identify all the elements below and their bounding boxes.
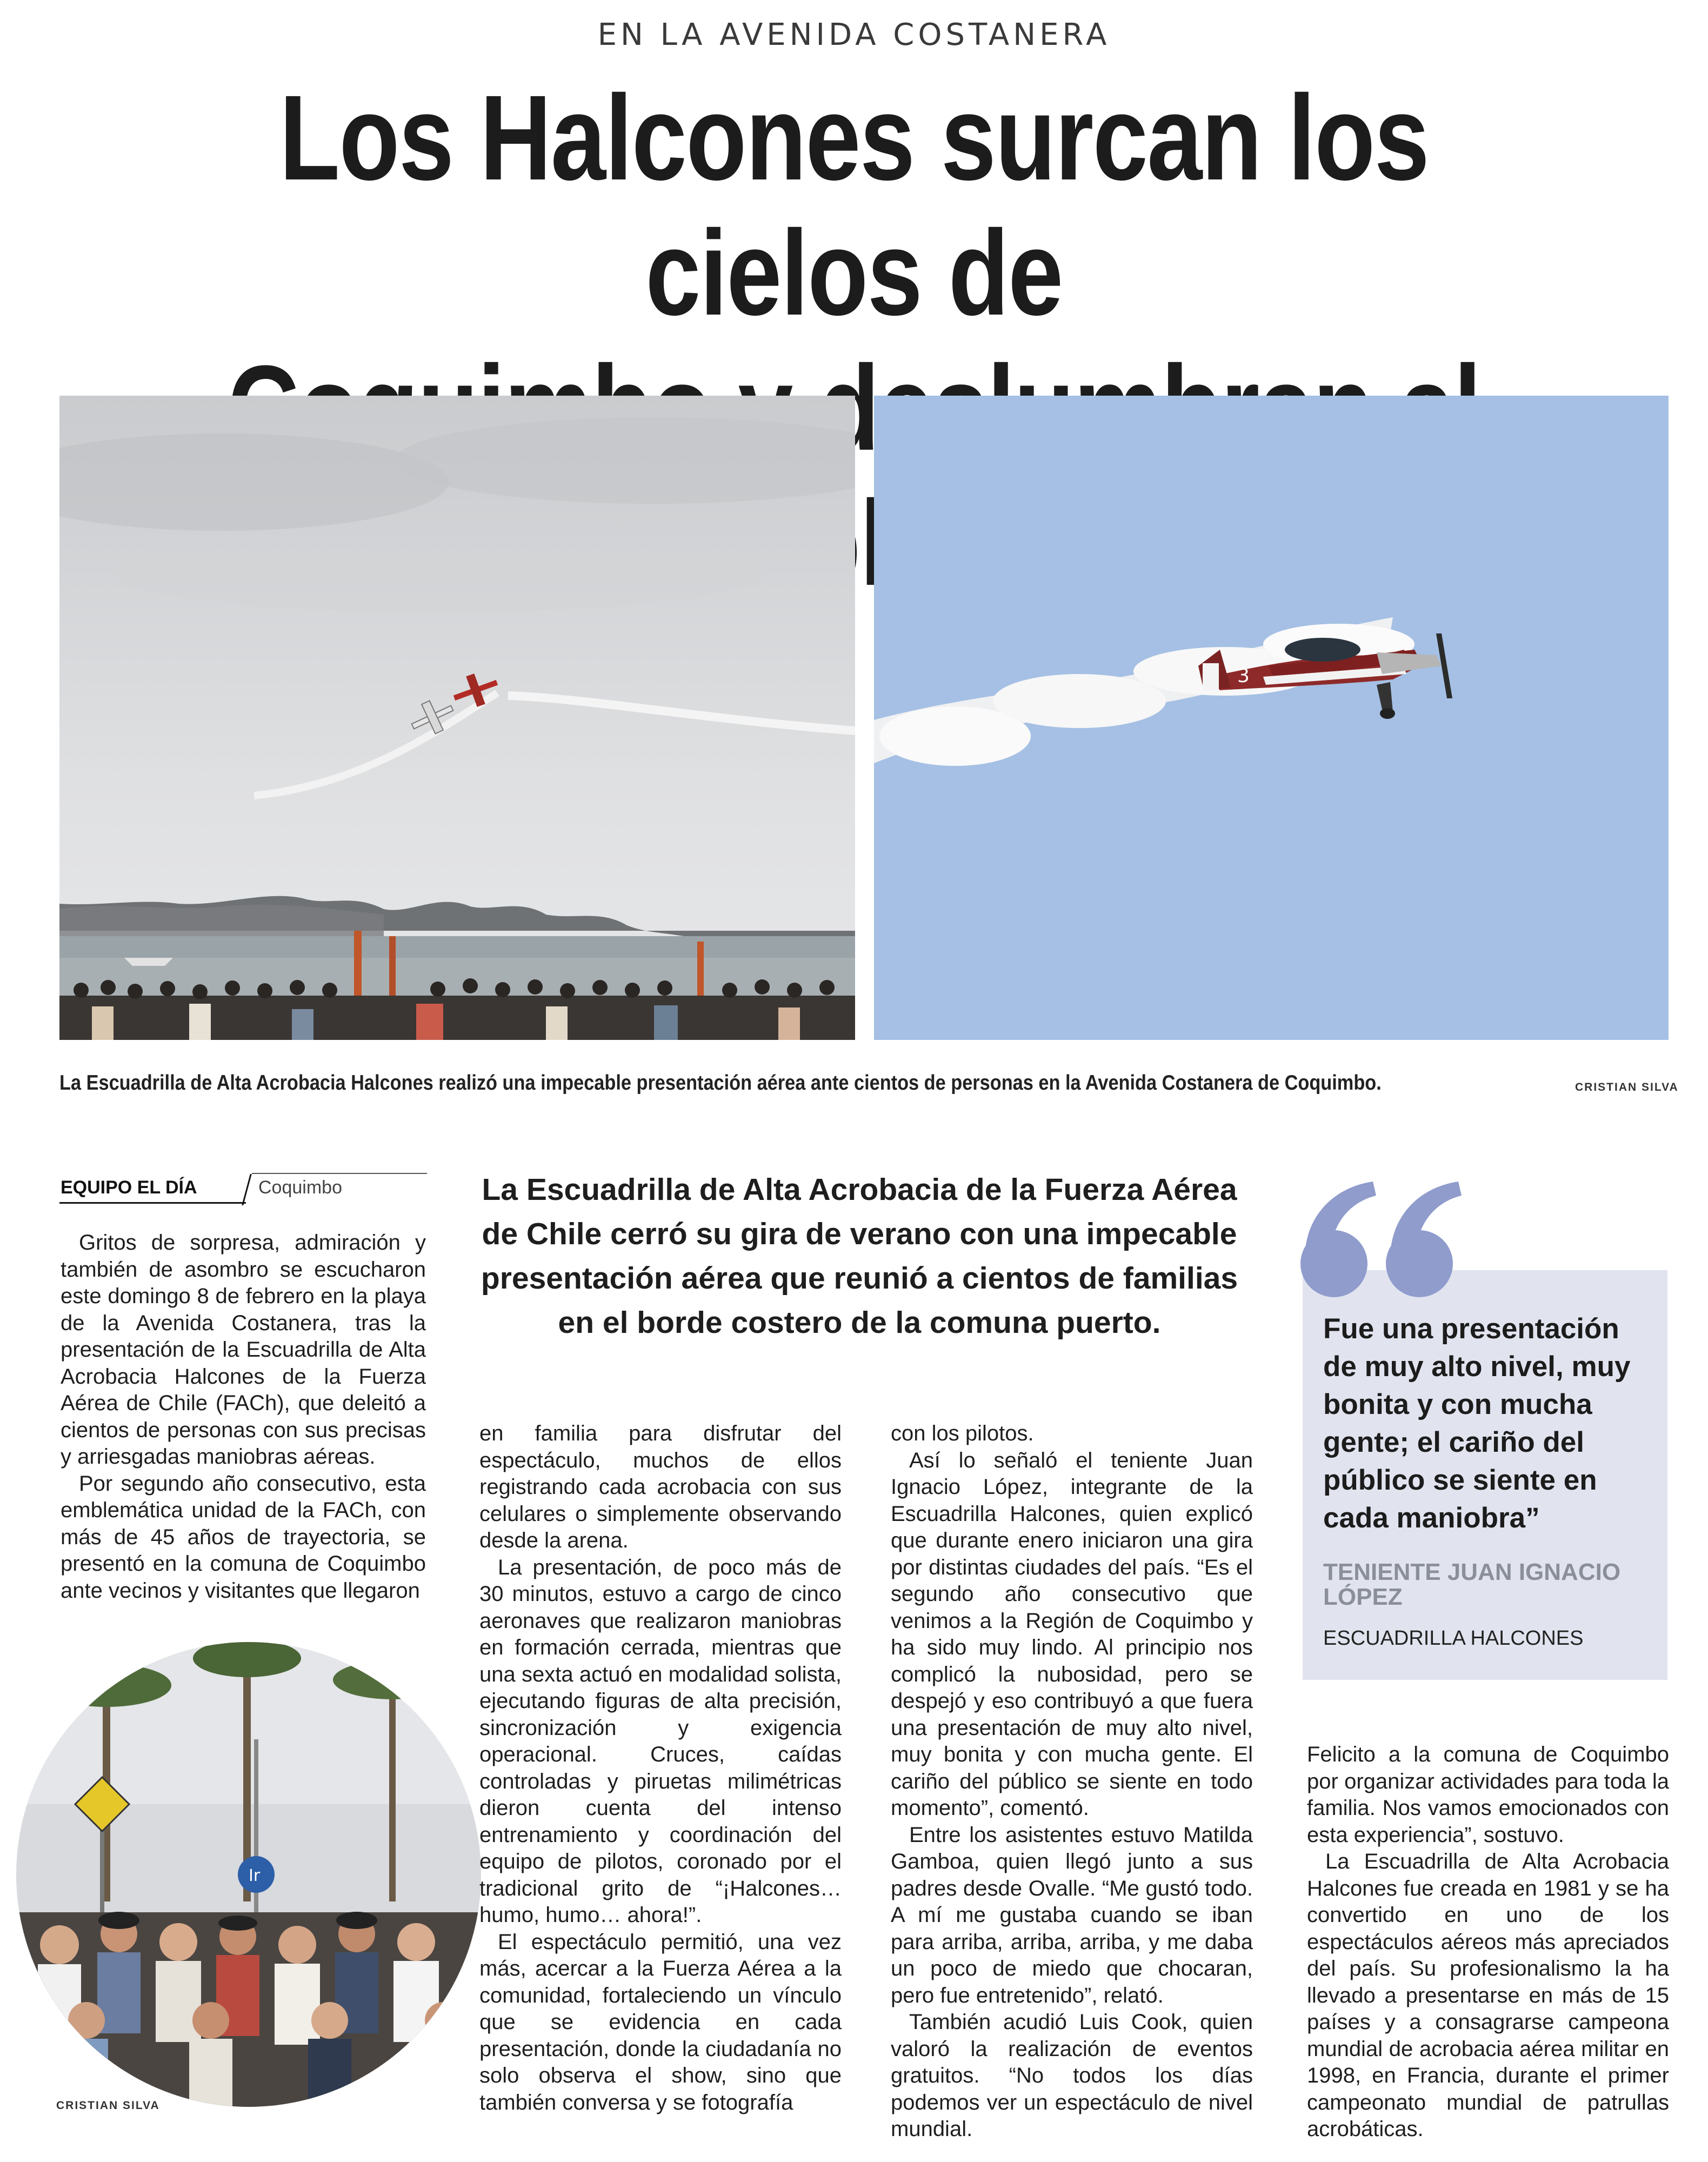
paragraph: Así lo señaló el teniente Juan Ignacio López, integrante de la Escuadrilla Halcones, quien explicó que durante enero iniciaron una gira por distintas ciudades del país. “Es el segundo año consecutivo que venimos a la Región de Coquimbo y ha sido muy lindo. Al principio nos complicó la nubosidad, pero se despejó y eso contribuyó a que fuera una presentación de muy alto nivel, muy bonita y con mucha gente. El cariño del público se siente en todo momento”, comentó. bbox=[891, 1448, 1253, 1820]
pull-quote-name: TENIENTE JUAN IGNACIO LÓPEZ bbox=[1323, 1559, 1621, 1610]
paragraph: Gritos de sorpresa, admiración y también de asombro se escucharon este domingo 8 de febrero en la playa de la Avenida Costanera, tras la presentación de la Escuadrilla de Alta Acrobacia Halcones de la Fuerza Aérea de Chile (FACh), que deleitó a cientos de personas con sus precisas y arriesgadas maniobras aéreas. bbox=[61, 1231, 426, 1469]
paragraph: La presentación, de poco más de 30 minutos, estuvo a cargo de cinco aeronaves que realizaron maniobras en formación cerrada, mientras que una sexta actuó en modalidad solista, ejecutando figuras de alta precisión, sincronización y exigencia operacional. Cruces, caídas controladas y piruetas milimétricas dieron cuenta del intenso entrenamiento y coordinación del equipo de pilotos, coronado por el tradicional grito de “¡Halcones… humo, humo… ahora!”. bbox=[479, 1555, 842, 1927]
circle-photo-illustration bbox=[16, 1642, 481, 2107]
body-column-1 bbox=[61, 1230, 426, 1604]
paragraph: También acudió Luis Cook, quien valoró la realización de eventos gratuitos. “No todos los días podemos ver un espectáculo de nivel mundial. bbox=[891, 2010, 1253, 2141]
byline-divider bbox=[242, 1174, 252, 1205]
photo-right bbox=[874, 396, 1669, 1040]
headline-line-1: Los Halcones surcan los cielos de bbox=[279, 70, 1429, 341]
plane-number: 3 bbox=[1237, 665, 1250, 687]
circle-photo-credit: CRISTIAN SILVA bbox=[56, 2099, 160, 2112]
byline-rule bbox=[252, 1173, 427, 1174]
byline-team: EQUIPO EL DÍA bbox=[61, 1177, 197, 1198]
photo-caption: La Escuadrilla de Alta Acrobacia Halcones realizó una impecable presentación aérea ante cientos de personas en la Avenida Costanera de Coquimbo. bbox=[59, 1071, 1382, 1095]
photo-left bbox=[59, 396, 855, 1040]
circle-photo bbox=[16, 1642, 481, 2107]
paragraph: Entre los asistentes estuvo Matilda Gamboa, quien llegó junto a sus padres desde Ovalle. “Me gustó todo. A mí me gustaba cuando se iban para arriba, arriba, arriba, y me daba un poco de miedo que chocaran, pero fue entretenido”, relató. bbox=[891, 1823, 1253, 2007]
quote-mark-icon bbox=[1297, 1177, 1470, 1302]
paragraph: Felicito a la comuna de Coquimbo por organizar actividades para toda la familia. Nos vamos emocionados con esta experiencia”, sostuvo. bbox=[1307, 1743, 1669, 1847]
body-column-3 bbox=[891, 1420, 1253, 2143]
paragraph: en familia para disfrutar del espectáculo, muchos de ellos registrando cada acrobacia con sus celulares o simplemente observando desde la arena. bbox=[479, 1422, 842, 1552]
lead-paragraph: La Escuadrilla de Alta Acrobacia de la Fuerza Aérea de Chile cerró su gira de verano con una impecable presentación aérea que reunió a cientos de familias en el borde costero de la comuna puerto. bbox=[481, 1172, 1238, 1340]
pull-quote-text: Fue una presentación de muy alto nivel, muy bonita y con mucha gente; el cariño del público se siente en cada maniobra” bbox=[1323, 1313, 1631, 1534]
kicker: EN LA AVENIDA COSTANERA bbox=[597, 17, 1111, 52]
byline-location: Coquimbo bbox=[258, 1177, 342, 1198]
body-column-2 bbox=[479, 1420, 842, 2116]
pull-quote-role: ESCUADRILLA HALCONES bbox=[1323, 1627, 1584, 1650]
paragraph: Por segundo año consecutivo, esta emblemática unidad de la FACh, con más de 45 años de trayectoria, se presentó en la comuna de Coquimbo ante vecinos y visitantes que llegaron bbox=[61, 1471, 426, 1603]
paragraph: La Escuadrilla de Alta Acrobacia Halcones fue creada en 1981 y se ha convertido en uno de los espectáculos aéreos más apreciados del país. Su profesionalismo la ha llevado a presentarse en más de 15 países y a consagrarse campeona mundial de acrobacia aérea militar en 1998, en Francia, durante el primer campeonato mundial de patrullas acrobáticas. bbox=[1307, 1850, 1669, 2141]
photo-left-illustration bbox=[59, 396, 855, 1040]
paragraph: con los pilotos. bbox=[891, 1422, 1034, 1445]
photo-credit: CRISTIAN SILVA bbox=[1575, 1081, 1679, 1093]
sign-label: Ir bbox=[249, 1866, 261, 1885]
paragraph: El espectáculo permitió, una vez más, acercar a la Fuerza Aérea a la comunidad, fortaleciendo un vínculo que se evidencia en cada presentación, donde la ciudadanía no solo observa el show, sino que también conversa y se fotografía bbox=[479, 1930, 842, 2114]
photo-right-illustration bbox=[874, 396, 1669, 1040]
byline-underline bbox=[59, 1202, 246, 1204]
body-column-4 bbox=[1307, 1741, 1669, 2143]
